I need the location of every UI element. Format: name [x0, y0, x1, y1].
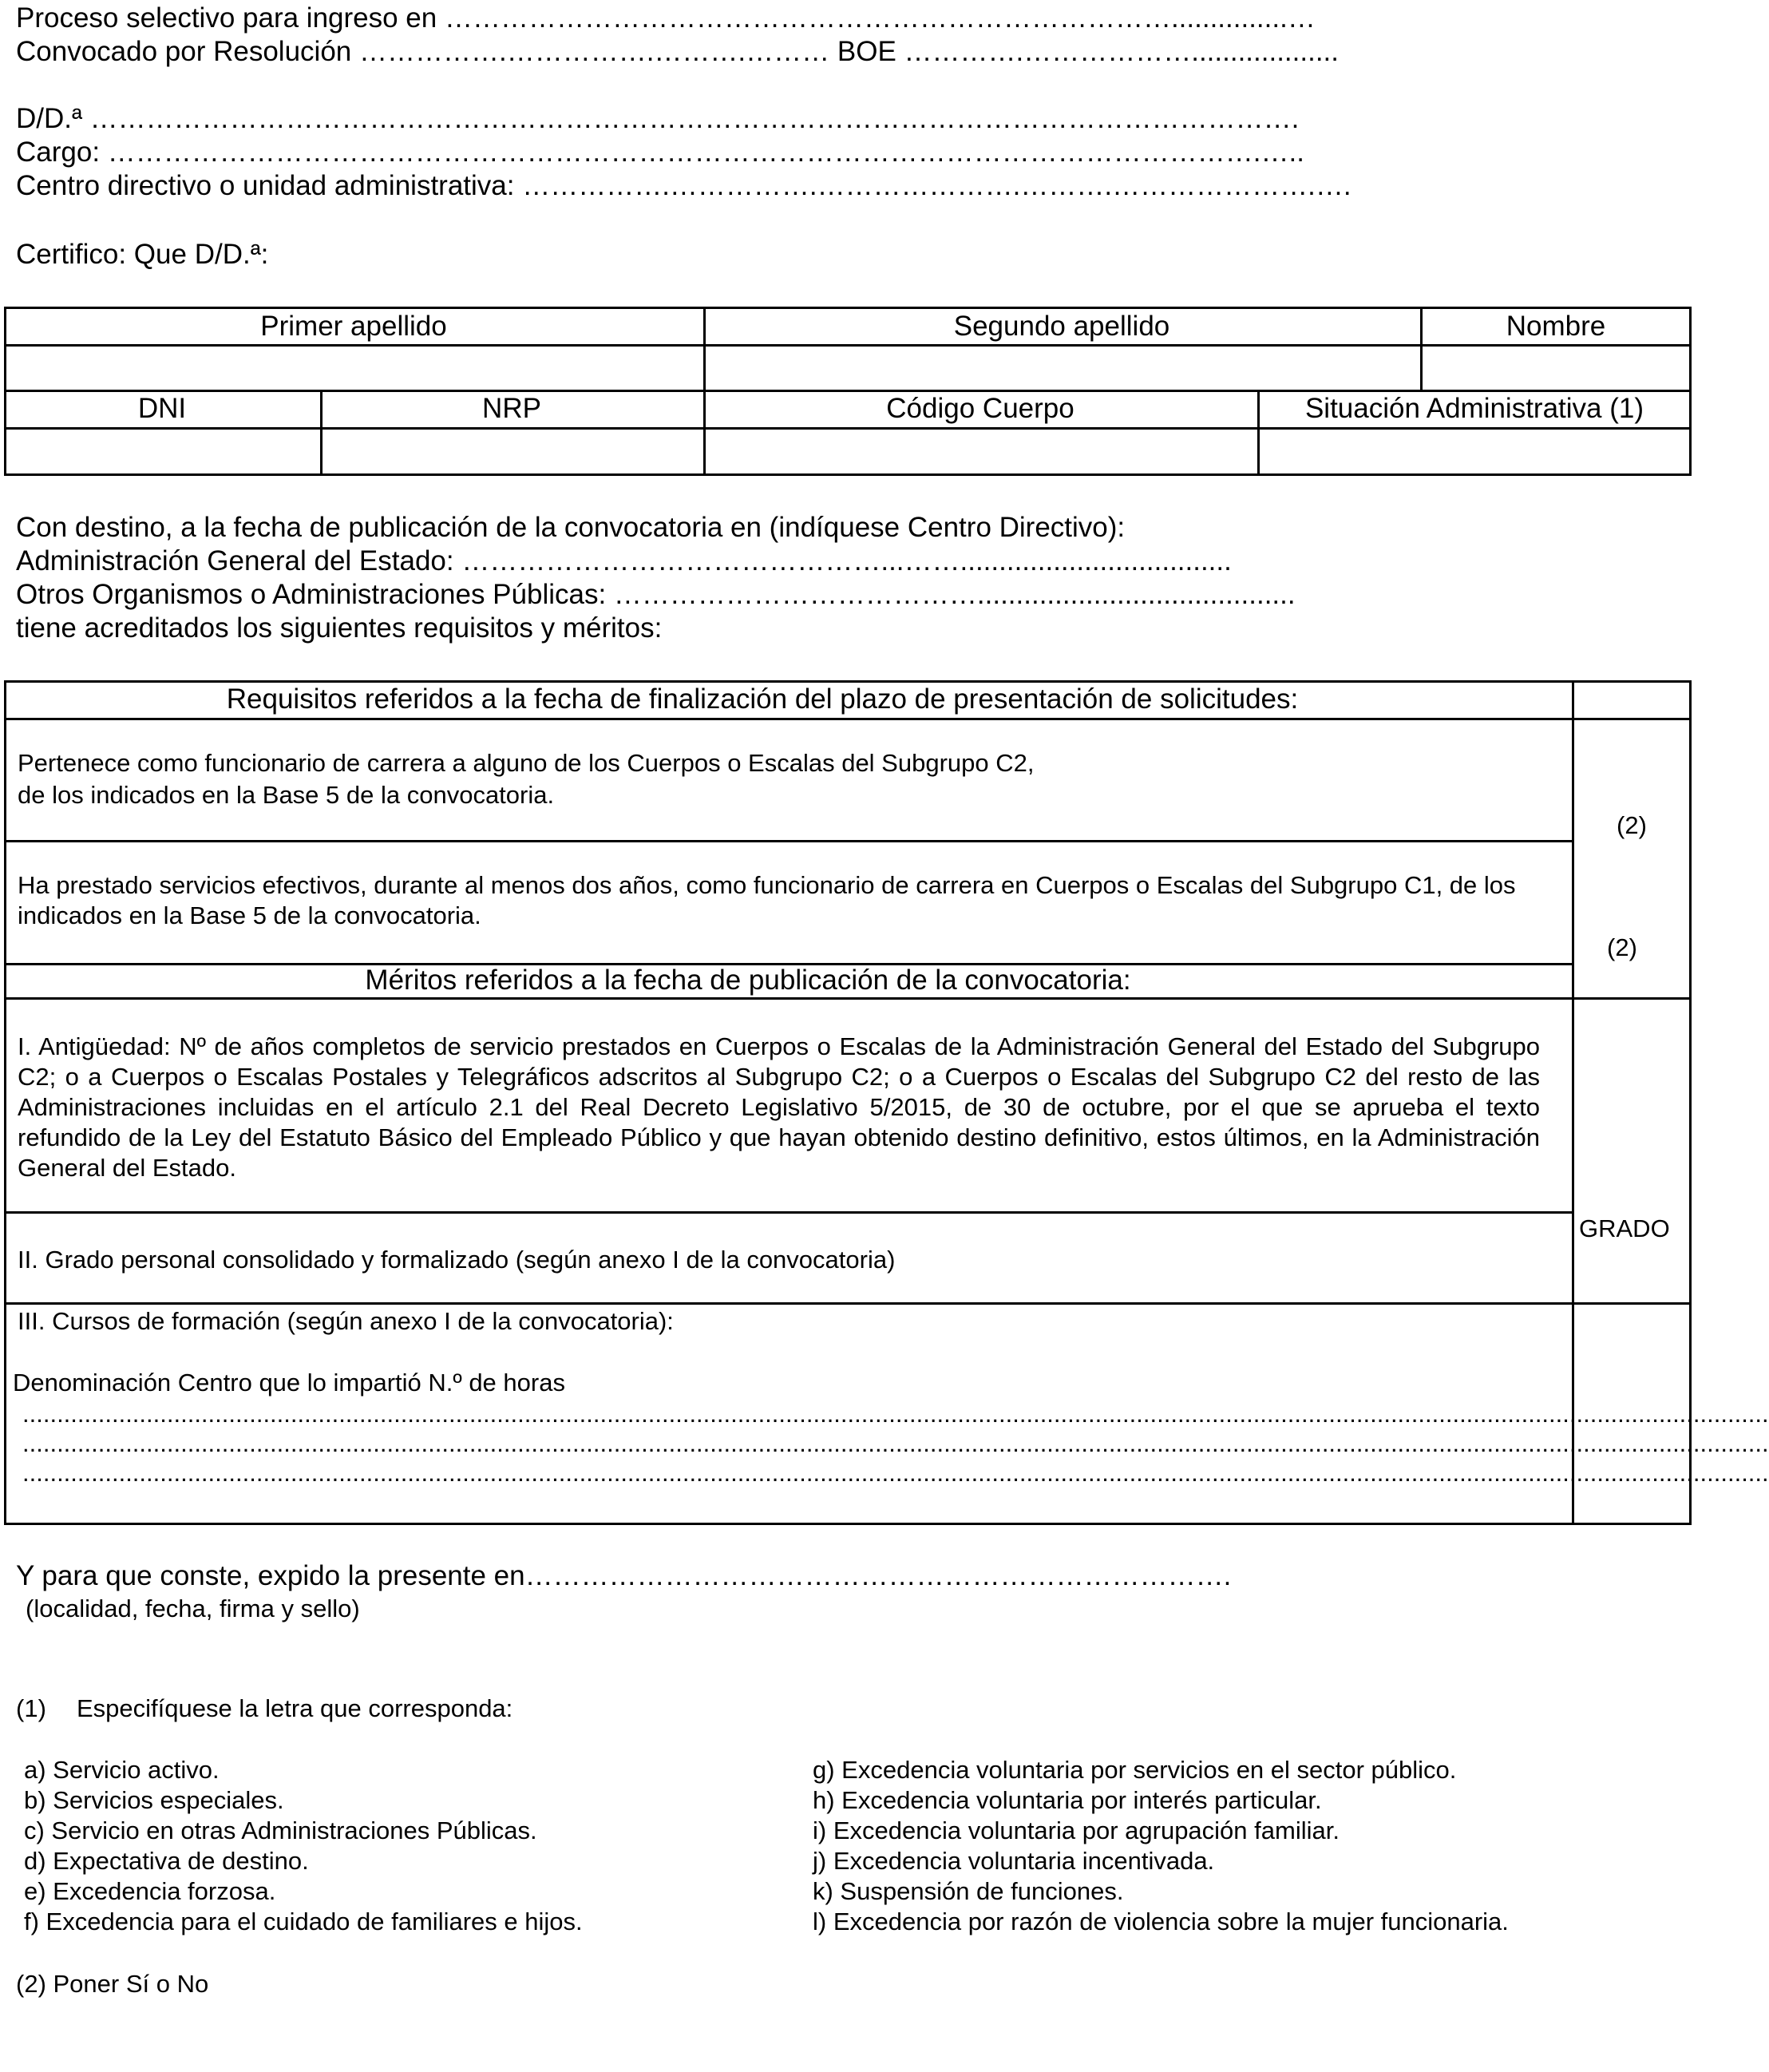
- requisitos-header: Requisitos referidos a la fecha de finalización del plazo de presentación de solicitudes:: [226, 683, 1299, 715]
- note-1-text: Especifíquese la letra que corresponda:: [77, 1694, 513, 1722]
- merito-cursos-text: III. Cursos de formación (según anexo I de la convocatoria):: [18, 1307, 674, 1335]
- nrp-header: NRP: [482, 393, 541, 424]
- table1-divider: [4, 427, 1692, 430]
- table1-divider: [4, 344, 1692, 347]
- requisito-2-mark: (2): [1607, 933, 1637, 961]
- note-1-number: (1): [16, 1694, 46, 1722]
- requisito-2-text: Ha prestado servicios efectivos, durante al menos dos años, como funcionario de carrera en Cuerpos o Escalas del Subgrupo C1, de los indicados en la Base 5 de la convocatoria.: [18, 871, 1516, 929]
- codigo-cuerpo-header: Código Cuerpo: [886, 393, 1074, 424]
- situacion-item: h) Excedencia voluntaria por interés particular.: [813, 1786, 1322, 1814]
- situacion-item: k) Suspensión de funciones.: [813, 1877, 1124, 1905]
- situacion-administrativa-header: Situación Administrativa (1): [1304, 393, 1644, 424]
- table2-divider: [4, 718, 1692, 720]
- cursos-dot-line: ..............................................................................................................................................................................................................................................................: [22, 1459, 1769, 1487]
- situacion-item: c) Servicio en otras Administraciones Públicas.: [24, 1816, 537, 1844]
- table2-divider: [4, 840, 1572, 842]
- requisitos-intro-line: tiene acreditados los siguientes requisitos y méritos:: [16, 612, 663, 644]
- table2-divider: [4, 997, 1692, 1000]
- proceso-line: Proceso selectivo para ingreso en ……………………………………………………………………...............…: [16, 2, 1316, 34]
- table2-col-divider: [1572, 680, 1574, 1525]
- cargo-line: Cargo: …………………………………………………………………………………………………………….…..: [16, 137, 1304, 168]
- merito-grado-text: II. Grado personal consolidado y formalizado (según anexo I de la convocatoria): [18, 1246, 896, 1274]
- situacion-item: e) Excedencia forzosa.: [24, 1877, 276, 1905]
- destino-line: Con destino, a la fecha de publicación de la convocatoria en (indíquese Centro Directivo):: [16, 512, 1126, 543]
- meritos-header: Méritos referidos a la fecha de publicación de la convocatoria:: [365, 965, 1131, 996]
- grado-label: GRADO: [1579, 1214, 1670, 1242]
- situacion-item: j) Excedencia voluntaria incentivada.: [813, 1847, 1215, 1875]
- nombre-header: Nombre: [1506, 311, 1606, 342]
- cursos-dot-line: ..............................................................................................................................................................................................................................................................: [22, 1400, 1769, 1428]
- dni-header: DNI: [137, 393, 187, 424]
- merito-antiguedad-text: I. Antigüedad: Nº de años completos de servicio prestados en Cuerpos o Escalas de la Administración General del Estado del Subgrupo C2; o a Cuerpos o Escalas Postales y Telegráficos adscritos al Subgrupo C2; o a Cuerpos o Escalas del Subgrupo C2 del resto de las Administraciones incluidas en el artículo 2.1 del Real Decreto Legislativo 5/2015, de 30 de octubre, por el que se aprueba el texto refundido de la Ley del Estatuto Básico del Empleado Público y que hayan obtenido destino definitivo, estos últimos, en la Administración General del Estado.: [18, 1032, 1540, 1182]
- table2-divider: [4, 1211, 1572, 1214]
- situacion-item: g) Excedencia voluntaria por servicios en el sector público.: [813, 1756, 1457, 1784]
- situacion-item: b) Servicios especiales.: [24, 1786, 284, 1814]
- localidad-fecha-firma-line: (localidad, fecha, firma y sello): [26, 1595, 360, 1622]
- requisito-1-mark: (2): [1617, 811, 1647, 839]
- situacion-item: a) Servicio activo.: [24, 1756, 220, 1784]
- otros-organismos-line: Otros Organismos o Administraciones Públicas: ………………………………….........................................: [16, 579, 1296, 610]
- segundo-apellido-header: Segundo apellido: [953, 311, 1170, 342]
- cursos-columns-header: Denominación Centro que lo impartió N.º de horas: [13, 1369, 565, 1397]
- dd-line: D/D.ª ………………………………………………………………………………………………………………….: [16, 103, 1300, 134]
- situacion-item: d) Expectativa de destino.: [24, 1847, 309, 1875]
- age-line: Administración General del Estado: ………………………………………...……...................................: [16, 545, 1232, 576]
- situacion-item: f) Excedencia para el cuidado de familiares e hijos.: [24, 1908, 583, 1935]
- primer-apellido-header: Primer apellido: [260, 311, 447, 342]
- situacion-item: l) Excedencia por razón de violencia sobre la mujer funcionaria.: [813, 1908, 1509, 1935]
- conste-line: Y para que conste, expido la presente en………………………………………………………………….: [16, 1560, 1232, 1591]
- requisito-1-line2: de los indicados en la Base 5 de la convocatoria.: [18, 781, 555, 809]
- note-2-text: (2) Poner Sí o No: [16, 1970, 209, 1998]
- centro-directivo-line: Centro directivo o unidad administrativa: …………….…………….………………….……….………………….….: [16, 170, 1351, 201]
- situacion-item: i) Excedencia voluntaria por agrupación familiar.: [813, 1816, 1340, 1844]
- requisito-1-line1: Pertenece como funcionario de carrera a alguno de los Cuerpos o Escalas del Subgrupo C2,: [18, 749, 1035, 777]
- convocado-line: Convocado por Resolución …………….…………….……….……… BOE ………….………………...................: [16, 36, 1339, 67]
- cursos-dot-line: ..............................................................................................................................................................................................................................................................: [22, 1429, 1769, 1457]
- certifico-line: Certifico: Que D/D.ª:: [16, 239, 269, 270]
- table2-divider: [4, 1302, 1692, 1305]
